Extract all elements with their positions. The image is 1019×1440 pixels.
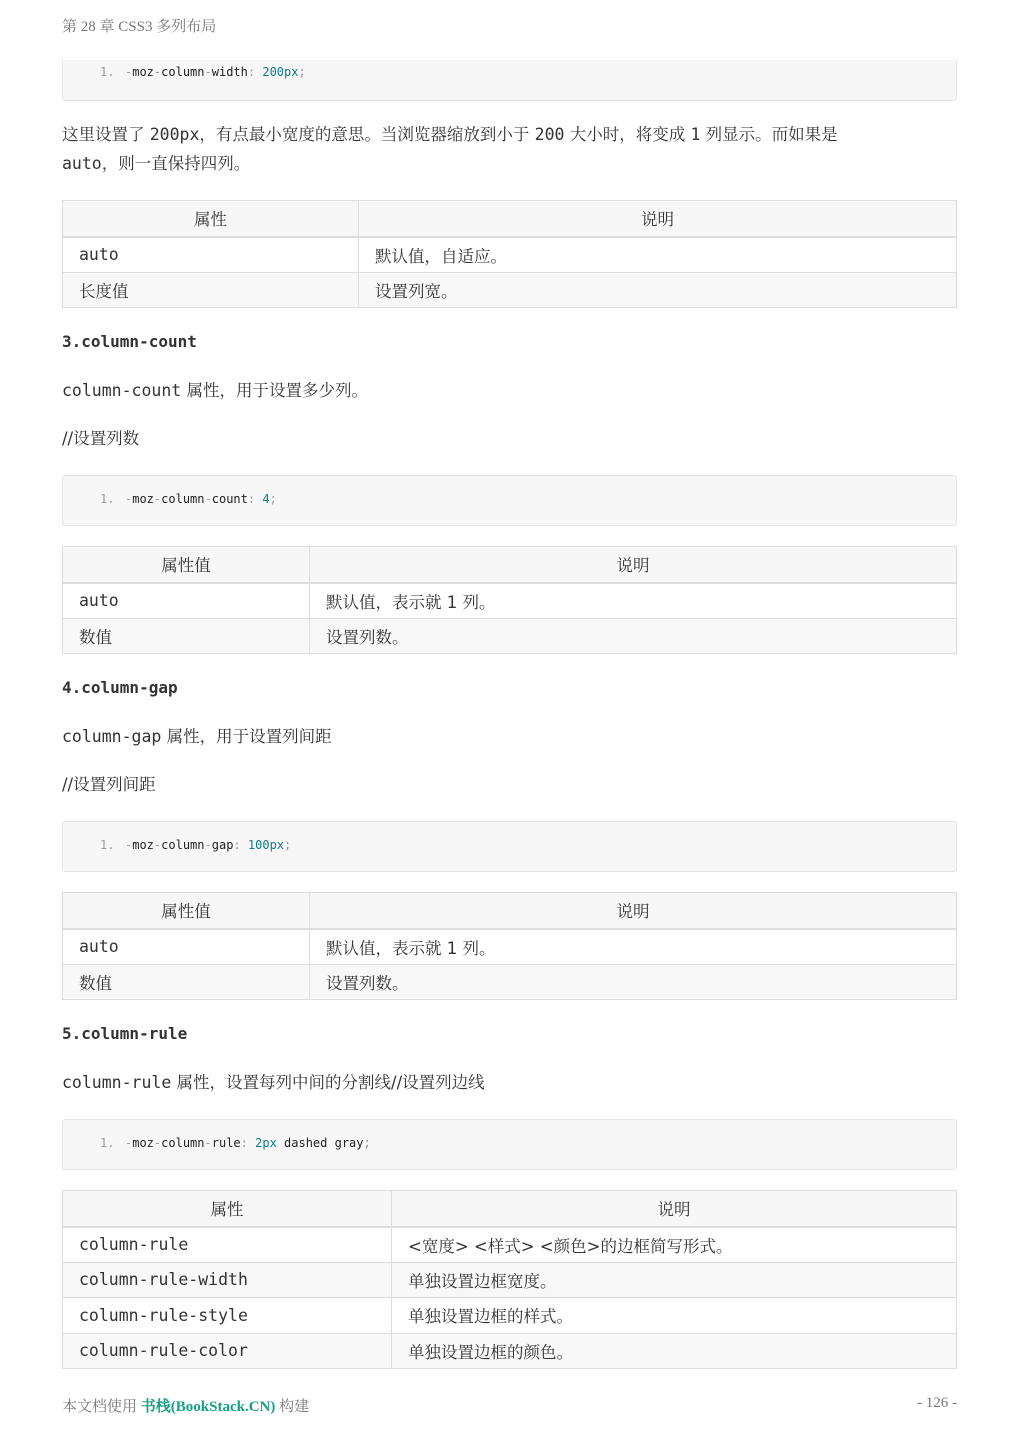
- table-header: 说明: [392, 1191, 957, 1227]
- page-number: - 126 -: [917, 1395, 957, 1411]
- bookstack-link[interactable]: 书栈(BookStack.CN): [140, 1399, 276, 1415]
- column-gap-description: column-gap 属性，用于设置列间距: [62, 727, 332, 746]
- column-count-table: [62, 546, 957, 654]
- table-row: 数值 设置列数。: [63, 964, 957, 1000]
- table-row: column-rule-color 单独设置边框的颜色。: [63, 1333, 957, 1369]
- code-block-column-rule: 1. -moz-column-rule: 2px dashed gray;: [62, 1119, 957, 1170]
- page-header: 第 28 章 CSS3 多列布局: [62, 19, 217, 35]
- column-gap-comment: //设置列间距: [62, 775, 156, 794]
- column-count-description: column-count 属性，用于设置多少列。: [62, 381, 368, 400]
- table-header: 属性值: [63, 547, 310, 583]
- table-header: 属性: [63, 1191, 392, 1227]
- section-heading-column-rule: 5.column-rule: [62, 1024, 188, 1043]
- table-row: 长度值 设置列宽。: [63, 272, 957, 308]
- code-block-column-gap: 1. -moz-column-gap: 100px;: [62, 821, 957, 872]
- column-rule-description: column-rule 属性，设置每列中间的分割线//设置列边线: [62, 1073, 485, 1092]
- table-row: auto 默认值，自适应。: [63, 237, 957, 273]
- column-count-comment: //设置列数: [62, 429, 140, 448]
- section-heading-column-count: 3.column-count: [62, 332, 197, 351]
- column-width-explanation: 这里设置了 200px，有点最小宽度的意思。当浏览器缩放到小于 200 大小时，将变成 1 列显示。而如果是 auto，则一直保持四列。: [62, 125, 838, 173]
- table-header: 说明: [310, 547, 957, 583]
- column-gap-table: [62, 892, 957, 1000]
- page-footer: 本文档使用 书栈(BookStack.CN) 构建 - 126 -: [62, 1395, 957, 1415]
- table-row: auto 默认值，表示就 1 列。: [63, 583, 957, 619]
- table-header: 属性值: [63, 893, 310, 929]
- code-block-column-width: 1. -moz-column-width: 200px;: [62, 60, 957, 101]
- column-rule-table: [62, 1190, 957, 1369]
- line-number: 1.: [100, 65, 115, 79]
- table-row: column-rule <宽度> <样式> <颜色>的边框简写形式。: [63, 1227, 957, 1263]
- table-header: 说明: [359, 201, 957, 237]
- main-content: [62, 60, 957, 1369]
- table-row: auto 默认值，表示就 1 列。: [63, 929, 957, 965]
- table-row: column-rule-style 单独设置边框的样式。: [63, 1298, 957, 1334]
- section-heading-column-gap: 4.column-gap: [62, 678, 178, 697]
- table-header: 属性: [63, 201, 359, 237]
- column-width-table: [62, 200, 957, 308]
- table-row: column-rule-width 单独设置边框宽度。: [63, 1262, 957, 1298]
- table-row: 数值 设置列数。: [63, 618, 957, 654]
- code-block-column-count: 1. -moz-column-count: 4;: [62, 475, 957, 526]
- table-header: 说明: [310, 893, 957, 929]
